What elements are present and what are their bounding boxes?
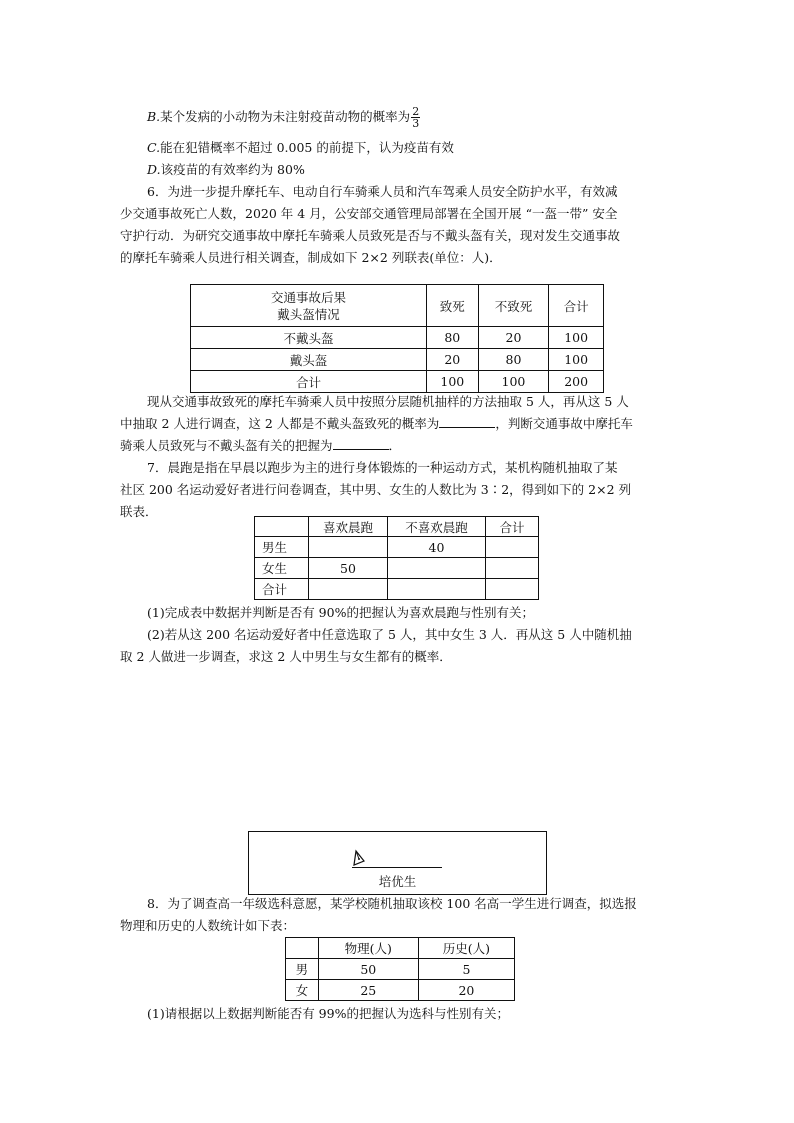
option-b-text: 某个发病的小动物为未注射疫苗动物的概率为 xyxy=(160,109,411,124)
row-label: 不戴头盔 xyxy=(191,327,427,349)
q6-paragraph-line xyxy=(120,415,633,433)
q7-paragraph-line: 社区 200 名运动爱好者进行问卷调查，其中男、女生的人数比为 3∶2，得到如下的 2×2 列 xyxy=(120,482,632,497)
table-cell: 100 xyxy=(549,327,604,349)
text-segment: 骑乘人员致死与不戴头盔有关的把握为 xyxy=(120,438,333,453)
q7-contingency-table xyxy=(254,516,539,600)
answer-blank[interactable] xyxy=(439,415,495,428)
row-label: 合计 xyxy=(255,579,309,600)
q8-subquestion-1: (1)请根据以上数据判断能否有 99%的把握认为选科与性别有关； xyxy=(147,1006,509,1021)
table-cell: 40 xyxy=(388,537,486,558)
q6-paragraph-line xyxy=(120,437,401,455)
fraction-numerator: 2 xyxy=(412,105,420,118)
table-cell: 80 xyxy=(426,327,478,349)
q5-option-b xyxy=(147,106,420,129)
table-cell[interactable] xyxy=(486,537,539,558)
row-label: 男 xyxy=(286,959,319,980)
table-cell: 100 xyxy=(549,349,604,371)
q7-subquestion-1: (1)完成表中数据并判断是否有 90%的把握认为喜欢晨跑与性别有关； xyxy=(147,605,534,620)
column-header: 历史(人) xyxy=(418,938,514,959)
q7-subquestion-2: (2)若从这 200 名运动爱好者中任意选取了 5 人，其中女生 3 人．再从这 5 人中随机抽 xyxy=(147,627,632,642)
row-label: 戴头盔 xyxy=(191,349,427,371)
column-header: 合计 xyxy=(486,517,539,537)
row-label: 女生 xyxy=(255,558,309,579)
fraction xyxy=(411,106,420,129)
q8-paragraph-line: 8．为了调查高一年级选科意愿，某学校随机抽取该校 100 名高一学生进行调查，拟选报 xyxy=(147,896,637,911)
table-cell[interactable] xyxy=(486,579,539,600)
header-bottom-label: 戴头盔情况 xyxy=(277,306,340,322)
table-corner-header xyxy=(191,285,427,327)
q7-paragraph-line: 7．晨跑是指在早晨以跑步为主的进行身体锻炼的一种运动方式，某机构随机抽取了某 xyxy=(147,460,618,475)
table-cell: 5 xyxy=(418,959,514,980)
column-header: 致死 xyxy=(426,285,478,327)
q7-paragraph-line: 联表． xyxy=(120,504,158,519)
text-segment: 中抽取 2 人进行调查，这 2 人都是不戴头盔致死的概率为 xyxy=(120,416,440,431)
header-top-label: 交通事故后果 xyxy=(270,289,346,305)
q8-paragraph-line: 物理和历史的人数统计如下表： xyxy=(120,918,296,933)
q6-paragraph-line: 守护行动．为研究交通事故中摩托车骑乘人员致死是否与不戴头盔有关，现对发生交通事故 xyxy=(120,228,621,243)
table-cell: 20 xyxy=(478,327,549,349)
column-header xyxy=(286,938,319,959)
table-row xyxy=(191,327,604,349)
text-segment: ． xyxy=(388,438,402,453)
table-row xyxy=(191,349,604,371)
table-cell: 100 xyxy=(426,371,478,393)
column-header: 喜欢晨跑 xyxy=(309,517,388,537)
section-banner xyxy=(248,831,547,895)
table-cell: 80 xyxy=(478,349,549,371)
table-header-row xyxy=(286,938,515,959)
banner-underline xyxy=(352,867,442,868)
table-row xyxy=(255,579,539,600)
answer-blank[interactable] xyxy=(333,437,389,450)
table-cell: 20 xyxy=(426,349,478,371)
q6-paragraph-line: 少交通事故死亡人数，2020 年 4 月，公安部交通管理局部署在全国开展 “一盔一带” 安全 xyxy=(120,206,618,221)
option-d-label: D. xyxy=(147,162,161,177)
column-header: 物理(人) xyxy=(318,938,418,959)
q6-paragraph-line: 现从交通事故致死的摩托车骑乘人员中按照分层随机抽样的方法抽取 5 人，再从这 5 人 xyxy=(147,394,629,409)
banner-title: 培优生 xyxy=(378,874,417,889)
table-row xyxy=(286,980,515,1001)
text-segment: ，判断交通事故中摩托车 xyxy=(495,416,633,431)
table-row xyxy=(286,959,515,980)
table-cell[interactable] xyxy=(388,558,486,579)
table-cell: 100 xyxy=(478,371,549,393)
column-header: 不喜欢晨跑 xyxy=(388,517,486,537)
table-cell: 25 xyxy=(318,980,418,1001)
q5-option-c xyxy=(147,139,454,157)
table-cell: 50 xyxy=(309,558,388,579)
table-row xyxy=(255,558,539,579)
table-cell[interactable] xyxy=(309,579,388,600)
table-cell: 20 xyxy=(418,980,514,1001)
table-cell: 200 xyxy=(549,371,604,393)
option-d-text: 该疫苗的有效率约为 80% xyxy=(160,162,305,177)
q8-table xyxy=(285,937,515,1001)
table-cell: 50 xyxy=(318,959,418,980)
table-row xyxy=(191,371,604,393)
q6-paragraph-line: 6．为进一步提升摩托车、电动自行车骑乘人员和汽车驾乘人员安全防护水平，有效减 xyxy=(147,184,618,199)
row-label: 男生 xyxy=(255,537,309,558)
q6-paragraph-line: 的摩托车骑乘人员进行相关调查，制成如下 2×2 列联表(单位：人)． xyxy=(120,250,502,265)
option-b-label: B. xyxy=(147,109,161,124)
q5-option-d xyxy=(147,161,305,179)
table-row xyxy=(255,537,539,558)
table-cell[interactable] xyxy=(486,558,539,579)
column-header xyxy=(255,517,309,537)
table-cell[interactable] xyxy=(309,537,388,558)
q6-contingency-table xyxy=(190,284,604,393)
table-header-row xyxy=(255,517,539,537)
column-header: 不致死 xyxy=(478,285,549,327)
option-c-text: 能在犯错概率不超过 0.005 的前提下，认为疫苗有效 xyxy=(160,140,454,155)
table-cell[interactable] xyxy=(388,579,486,600)
option-c-label: C. xyxy=(147,140,161,155)
row-label: 合计 xyxy=(191,371,427,393)
q7-subquestion-2-cont: 取 2 人做进一步调查，求这 2 人中男生与女生都有的概率． xyxy=(120,649,452,664)
row-label: 女 xyxy=(286,980,319,1001)
column-header: 合计 xyxy=(549,285,604,327)
fraction-denominator: 3 xyxy=(412,117,420,130)
